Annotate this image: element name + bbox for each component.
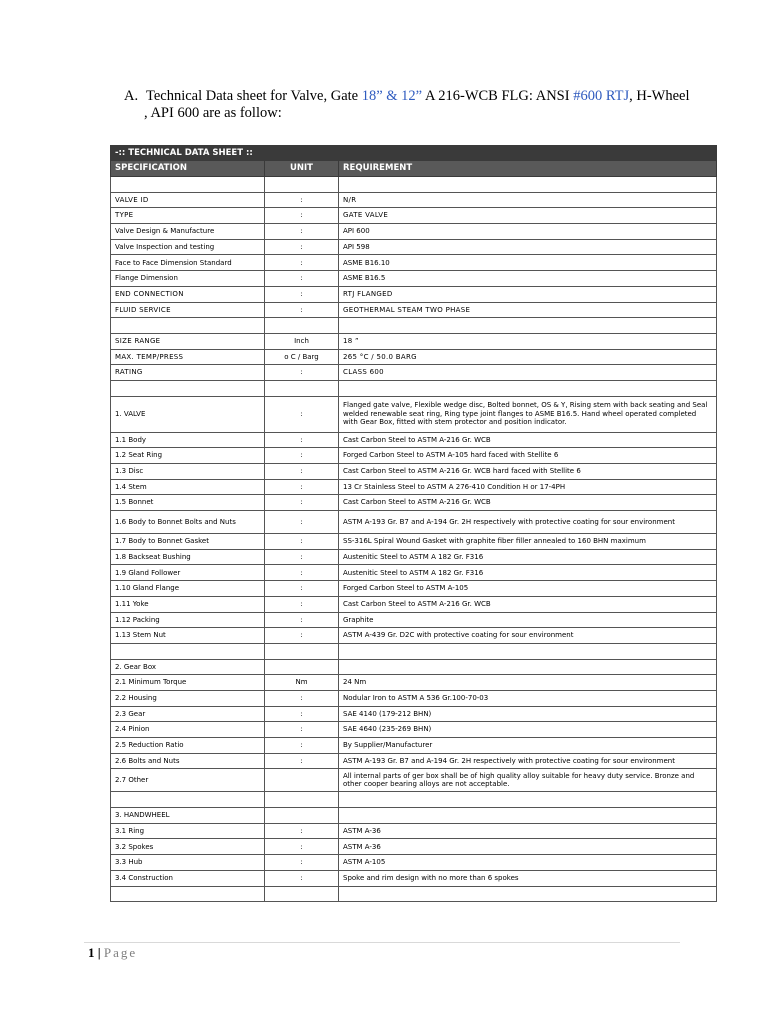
footer-divider (84, 942, 680, 943)
table-row (111, 855, 717, 871)
unit-cell: : (265, 753, 339, 769)
requirement-cell: Graphite (339, 612, 717, 628)
empty-cell (111, 886, 265, 902)
table-row (111, 224, 717, 240)
spec-cell: 3. HANDWHEEL (111, 808, 265, 824)
table-row (111, 333, 717, 349)
table-row (111, 612, 717, 628)
unit-cell: : (265, 255, 339, 271)
spec-cell: 3.1 Ring (111, 823, 265, 839)
unit-cell: : (265, 464, 339, 480)
spec-cell: 1.7 Body to Bonnet Gasket (111, 534, 265, 550)
requirement-cell: Cast Carbon Steel to ASTM A-216 Gr. WCB (339, 596, 717, 612)
table-row (111, 565, 717, 581)
unit-cell: : (265, 596, 339, 612)
empty-cell (265, 318, 339, 334)
requirement-cell: API 600 (339, 224, 717, 240)
empty-row (111, 886, 717, 902)
table-row (111, 448, 717, 464)
table-row (111, 722, 717, 738)
table-row (111, 432, 717, 448)
table-row (111, 596, 717, 612)
unit-cell: : (265, 271, 339, 287)
unit-cell (265, 769, 339, 792)
unit-cell: : (265, 870, 339, 886)
table-row (111, 208, 717, 224)
requirement-cell: Austenitic Steel to ASTM A 182 Gr. F316 (339, 549, 717, 565)
requirement-cell: Cast Carbon Steel to ASTM A-216 Gr. WCB (339, 495, 717, 511)
requirement-cell (339, 808, 717, 824)
requirement-cell: 24 Nm (339, 675, 717, 691)
spec-cell: 2.7 Other (111, 769, 265, 792)
unit-cell: : (265, 208, 339, 224)
unit-cell: : (265, 302, 339, 318)
spec-cell: Flange Dimension (111, 271, 265, 287)
spec-cell: 1.11 Yoke (111, 596, 265, 612)
spec-cell: MAX. TEMP/PRESS (111, 349, 265, 365)
header-unit: UNIT (265, 161, 339, 177)
unit-cell: Nm (265, 675, 339, 691)
empty-cell (265, 643, 339, 659)
empty-cell (339, 318, 717, 334)
requirement-cell: All internal parts of ger box shall be of high quality alloy suitable for heavy duty service. Bronze and other cooper bearing alloys are not acceptable. (339, 769, 717, 792)
requirement-cell: GEOTHERMAL STEAM TWO PHASE (339, 302, 717, 318)
heading-text (146, 88, 690, 104)
table-row (111, 675, 717, 691)
spec-cell: RATING (111, 365, 265, 381)
spec-cell: Valve Design & Manufacture (111, 224, 265, 240)
unit-cell: : (265, 706, 339, 722)
unit-cell: : (265, 448, 339, 464)
table-row (111, 549, 717, 565)
requirement-cell: ASTM A-105 (339, 855, 717, 871)
spec-cell: 2.6 Bolts and Nuts (111, 753, 265, 769)
spec-cell: 1.13 Stem Nut (111, 628, 265, 644)
requirement-cell: RTJ FLANGED (339, 286, 717, 302)
empty-cell (339, 177, 717, 193)
heading-part: Technical Data sheet for Valve, Gate (146, 88, 362, 104)
unit-cell: : (265, 396, 339, 432)
table-row (111, 396, 717, 432)
document-heading (124, 88, 699, 122)
requirement-cell: ASTM A-193 Gr. B7 and A-194 Gr. 2H respectively with protective coating for sour environment (339, 753, 717, 769)
page-word: Page (103, 945, 138, 960)
requirement-cell: SAE 4140 (179-212 BHN) (339, 706, 717, 722)
table-row (111, 255, 717, 271)
empty-cell (339, 792, 717, 808)
unit-cell: : (265, 534, 339, 550)
requirement-cell: GATE VALVE (339, 208, 717, 224)
spec-cell: 3.3 Hub (111, 855, 265, 871)
table-row (111, 192, 717, 208)
table-row (111, 534, 717, 550)
requirement-cell: API 598 (339, 239, 717, 255)
table-row (111, 511, 717, 534)
unit-cell: : (265, 690, 339, 706)
unit-cell: : (265, 581, 339, 597)
requirement-cell: SS-316L Spiral Wound Gasket with graphite fiber filler annealed to 160 BHN maximum (339, 534, 717, 550)
empty-row (111, 643, 717, 659)
table-row (111, 239, 717, 255)
table-row (111, 769, 717, 792)
spec-cell: FLUID SERVICE (111, 302, 265, 318)
heading-part: #600 RTJ (573, 88, 630, 104)
unit-cell: : (265, 565, 339, 581)
empty-cell (111, 318, 265, 334)
empty-cell (265, 792, 339, 808)
table-title-row (111, 146, 717, 161)
table-row (111, 870, 717, 886)
table-row (111, 365, 717, 381)
requirement-cell: CLASS 600 (339, 365, 717, 381)
requirement-cell: Forged Carbon Steel to ASTM A-105 (339, 581, 717, 597)
requirement-cell: Nodular Iron to ASTM A 536 Gr.100-70-03 (339, 690, 717, 706)
empty-cell (339, 643, 717, 659)
unit-cell (265, 808, 339, 824)
spec-cell: Valve Inspection and testing (111, 239, 265, 255)
table-row (111, 706, 717, 722)
requirement-cell: ASME B16.10 (339, 255, 717, 271)
table-row (111, 349, 717, 365)
requirement-cell: SAE 4640 (235-269 BHN) (339, 722, 717, 738)
table-row (111, 808, 717, 824)
empty-cell (111, 792, 265, 808)
spec-cell: 1.6 Body to Bonnet Bolts and Nuts (111, 511, 265, 534)
table-row (111, 286, 717, 302)
unit-cell: : (265, 823, 339, 839)
table-row (111, 495, 717, 511)
empty-cell (111, 380, 265, 396)
requirement-cell: Austenitic Steel to ASTM A 182 Gr. F316 (339, 565, 717, 581)
table-row (111, 839, 717, 855)
header-requirement: REQUIREMENT (339, 161, 717, 177)
unit-cell: : (265, 511, 339, 534)
requirement-cell: ASTM A-193 Gr. B7 and A-194 Gr. 2H respectively with protective coating for sour environment (339, 511, 717, 534)
unit-cell: : (265, 192, 339, 208)
requirement-cell: 265 °C / 50.0 BARG (339, 349, 717, 365)
empty-row (111, 318, 717, 334)
spec-cell: 1.3 Disc (111, 464, 265, 480)
spec-cell: 2.3 Gear (111, 706, 265, 722)
unit-cell: : (265, 479, 339, 495)
empty-cell (265, 886, 339, 902)
heading-line-2: , API 600 are as follow: (144, 105, 282, 121)
table-header-row (111, 161, 717, 177)
empty-row (111, 792, 717, 808)
spec-cell: 1. VALVE (111, 396, 265, 432)
unit-cell: o C / Barg (265, 349, 339, 365)
table-row (111, 479, 717, 495)
unit-cell: : (265, 839, 339, 855)
requirement-cell: ASTM A-36 (339, 839, 717, 855)
table-title: -:: TECHNICAL DATA SHEET :: (111, 146, 717, 161)
heading-part: 18” & 12” (361, 88, 423, 104)
spec-cell: 1.1 Body (111, 432, 265, 448)
spec-cell: 2.2 Housing (111, 690, 265, 706)
table-row (111, 690, 717, 706)
requirement-cell: Cast Carbon Steel to ASTM A-216 Gr. WCB hard faced with Stellite 6 (339, 464, 717, 480)
table-row (111, 581, 717, 597)
table-row (111, 738, 717, 754)
table-row (111, 659, 717, 675)
header-specification: SPECIFICATION (111, 161, 265, 177)
empty-row (111, 177, 717, 193)
empty-cell (111, 177, 265, 193)
empty-row (111, 380, 717, 396)
table-row (111, 753, 717, 769)
spec-cell: 1.8 Backseat Bushing (111, 549, 265, 565)
requirement-cell: N/R (339, 192, 717, 208)
unit-cell: : (265, 549, 339, 565)
heading-part: , H-Wheel (629, 88, 690, 104)
spec-cell: 2.4 Pinion (111, 722, 265, 738)
empty-cell (265, 177, 339, 193)
requirement-cell: 13 Cr Stainless Steel to ASTM A 276-410 Condition H or 17-4PH (339, 479, 717, 495)
unit-cell: : (265, 239, 339, 255)
requirement-cell: By Supplier/Manufacturer (339, 738, 717, 754)
spec-cell: VALVE ID (111, 192, 265, 208)
spec-cell: 1.5 Bonnet (111, 495, 265, 511)
requirement-cell: ASME B16.5 (339, 271, 717, 287)
table-row (111, 271, 717, 287)
spec-cell: 3.2 Spokes (111, 839, 265, 855)
spec-cell: END CONNECTION (111, 286, 265, 302)
spec-cell: 2.1 Minimum Torque (111, 675, 265, 691)
unit-cell: : (265, 495, 339, 511)
unit-cell: : (265, 628, 339, 644)
unit-cell: : (265, 286, 339, 302)
empty-cell (111, 643, 265, 659)
spec-cell: Face to Face Dimension Standard (111, 255, 265, 271)
page-separator: | (94, 945, 104, 960)
table-row (111, 302, 717, 318)
spec-cell: 1.4 Stem (111, 479, 265, 495)
empty-cell (339, 886, 717, 902)
empty-cell (265, 380, 339, 396)
technical-data-sheet-table (110, 145, 717, 902)
requirement-cell: Cast Carbon Steel to ASTM A-216 Gr. WCB (339, 432, 717, 448)
spec-cell: 1.2 Seat Ring (111, 448, 265, 464)
requirement-cell: Forged Carbon Steel to ASTM A-105 hard faced with Stellite 6 (339, 448, 717, 464)
table-row (111, 628, 717, 644)
unit-cell: : (265, 224, 339, 240)
table-row (111, 464, 717, 480)
unit-cell: Inch (265, 333, 339, 349)
requirement-cell: Flanged gate valve, Flexible wedge disc, Bolted bonnet, OS & Y, Rising stem with back seating and Seal welded renewable seat ring, Ring type joint flanges to ASME B16.5. Hand wheel operated completed with Gear Box, fitted with stem protector and position indicator. (339, 396, 717, 432)
spec-cell: 2. Gear Box (111, 659, 265, 675)
table-row (111, 823, 717, 839)
unit-cell: : (265, 365, 339, 381)
unit-cell: : (265, 722, 339, 738)
spec-cell: 1.9 Gland Follower (111, 565, 265, 581)
requirement-cell (339, 659, 717, 675)
requirement-cell: Spoke and rim design with no more than 6 spokes (339, 870, 717, 886)
unit-cell: : (265, 855, 339, 871)
unit-cell: : (265, 738, 339, 754)
spec-cell: 1.10 Gland Flange (111, 581, 265, 597)
spec-cell: 1.12 Packing (111, 612, 265, 628)
list-marker: A. (124, 88, 139, 104)
spec-cell: SIZE RANGE (111, 333, 265, 349)
heading-part: A 216-WCB FLG: ANSI (422, 88, 574, 104)
requirement-cell: ASTM A-36 (339, 823, 717, 839)
unit-cell: : (265, 612, 339, 628)
requirement-cell: 18 ” (339, 333, 717, 349)
unit-cell (265, 659, 339, 675)
page-footer (88, 945, 137, 961)
page-number: 1 (88, 945, 95, 960)
empty-cell (339, 380, 717, 396)
spec-cell: 3.4 Construction (111, 870, 265, 886)
unit-cell: : (265, 432, 339, 448)
spec-cell: TYPE (111, 208, 265, 224)
spec-cell: 2.5 Reduction Ratio (111, 738, 265, 754)
requirement-cell: ASTM A-439 Gr. D2C with protective coating for sour environment (339, 628, 717, 644)
